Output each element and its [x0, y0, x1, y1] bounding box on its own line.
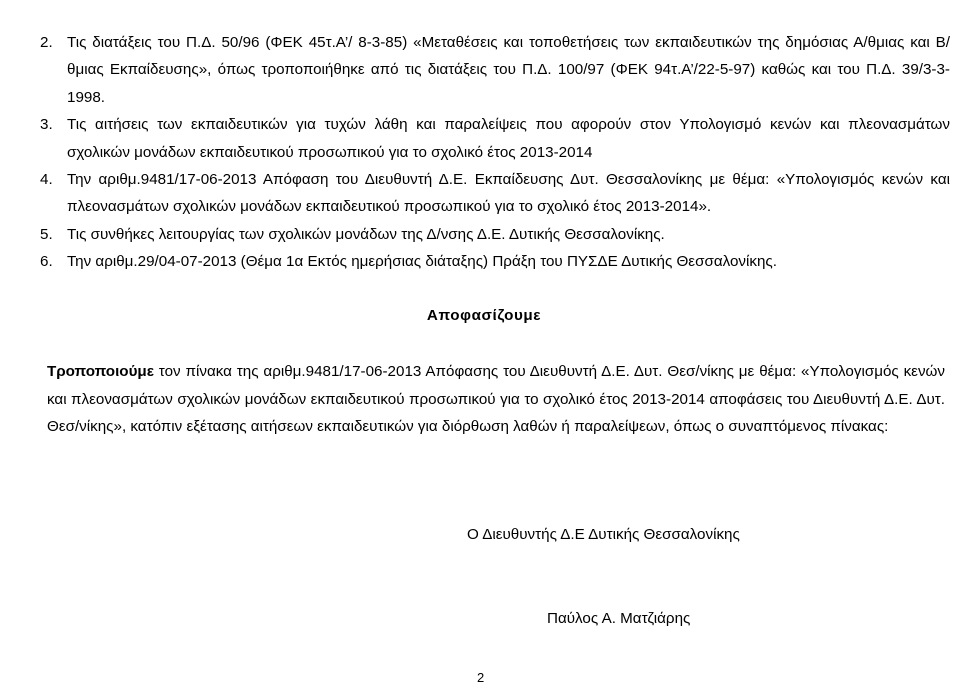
decision-paragraph — [47, 358, 945, 441]
considerations-list — [40, 29, 950, 276]
item-number: 5. — [40, 225, 53, 243]
item-text: Την αριθμ.9481/17-06-2013 Απόφαση του Διευθυντή Δ.Ε. Εκπαίδευσης Δυτ. Θεσσαλονίκης με θέμα: «Υπολογισμός κενών και πλεονασμάτων σχολικών μονάδων εκπαιδευτικού προσωπικού για το σχολικό έτος 2013-2014». — [67, 171, 950, 216]
item-text: Τις συνθήκες λειτουργίας των σχολικών μονάδων της Δ/νσης Δ.Ε. Δυτικής Θεσσαλονίκης. — [67, 225, 665, 243]
list-item — [40, 221, 950, 248]
list-item — [40, 111, 950, 166]
page-number: 2 — [477, 670, 485, 685]
list-item — [40, 29, 950, 111]
signer-name: Παύλος Α. Ματζιάρης — [547, 610, 691, 627]
item-text: Τις αιτήσεις των εκπαιδευτικών για τυχών λάθη και παραλείψεις που αφορούν στον Υπολογισμό κενών και πλεονασμάτων σχολικών μονάδων εκπαιδευτικού προσωπικού για το σχολικό έτος 2013-2014 — [67, 116, 950, 161]
signer-title: Ο Διευθυντής Δ.Ε Δυτικής Θεσσαλονίκης — [467, 526, 740, 543]
list-item — [40, 248, 950, 275]
item-number: 4. — [40, 171, 53, 189]
list-item — [40, 166, 950, 221]
item-number: 6. — [40, 253, 53, 271]
decision-heading: Αποφασίζουμε — [426, 307, 542, 324]
item-text: Την αριθμ.29/04-07-2013 (Θέμα 1α Εκτός ημερήσιας διάταξης) Πράξη του ΠΥΣΔΕ Δυτικής Θεσσαλονίκης. — [67, 253, 777, 271]
item-number: 3. — [40, 116, 53, 134]
item-text: Τις διατάξεις του Π.Δ. 50/96 (ΦΕΚ 45τ.Α’/ 8-3-85) «Μεταθέσεις και τοποθετήσεις των εκπαιδευτικών της δημόσιας Α/θμιας και Β/θμιας Εκπαίδευσης», όπως τροποποιήθηκε από τις διατάξεις του Π.Δ. 100/97 (ΦΕΚ 94τ.Α’/22-5-97) καθώς και του Π.Δ. 39/3-3-1998. — [67, 34, 950, 106]
decision-lead: Τροποποιούμε — [47, 363, 154, 380]
decision-text: τον πίνακα της αριθμ.9481/17-06-2013 Απόφασης του Διευθυντή Δ.Ε. Δυτ. Θεσ/νίκης με θέμα: «Υπολογισμός κενών και πλεονασμάτων σχολικών μονάδων εκπαιδευτικού προσωπικού για το σχολικό έτος 2013-2014 αποφάσεις του Διευθυντή Δ.Ε. Δυτ. Θεσ/νίκης», κατόπιν εξέτασης αιτήσεων εκπαιδευτικών για διόρθωση λαθών ή παραλείψεων, όπως ο συναπτόμενος πίνακας: — [47, 363, 945, 436]
item-number: 2. — [40, 34, 53, 51]
